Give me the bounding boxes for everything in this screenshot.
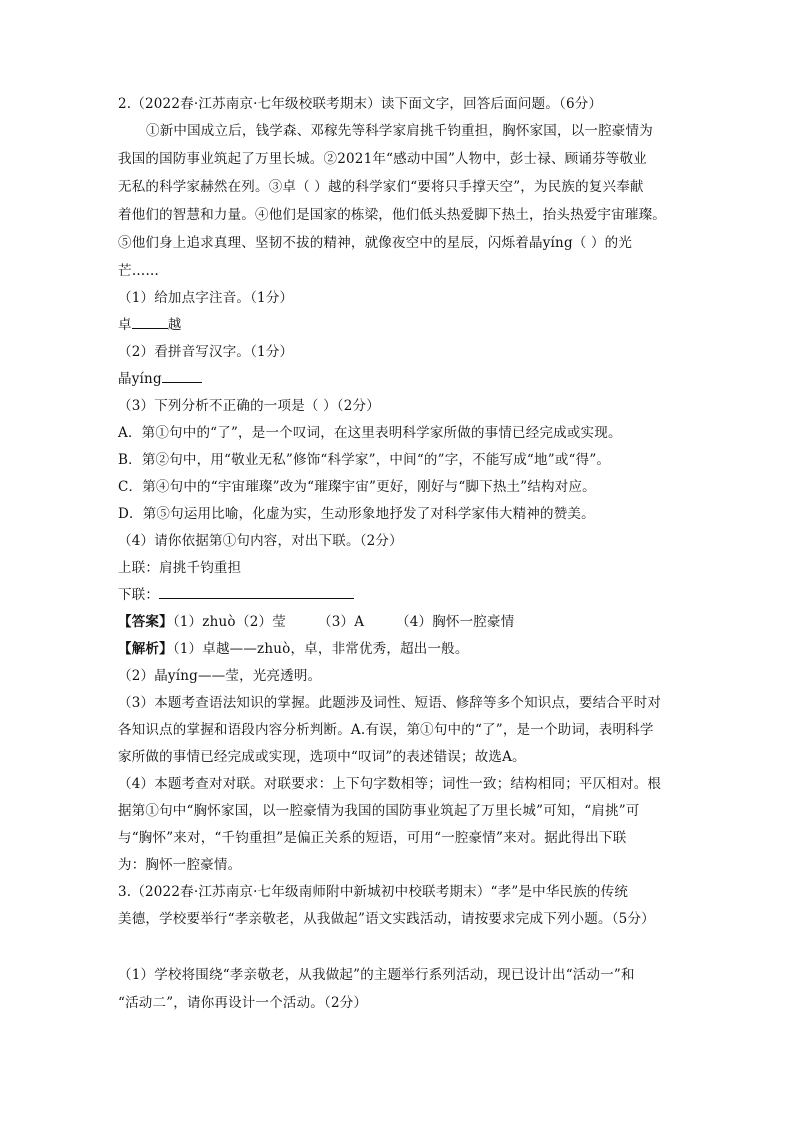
fill-blank[interactable] <box>132 316 168 329</box>
passage-line: ⑤他们身上追求真理、坚韧不拔的精神，就像夜空中的星辰，闪烁着晶yíng（ ）的光 <box>118 235 633 251</box>
sub-question-4-prompt: （4）请你依据第①句内容，对出下联。（2分） <box>118 533 403 549</box>
couplet-lower-line <box>118 586 354 604</box>
question-2-header: 2.（2022春·江苏南京·七年级校联考期末）读下面文字，回答后面问题。（6分） <box>118 96 603 112</box>
analysis-line: （2）晶yíng——莹，光亮透明。 <box>118 668 322 684</box>
sub-question-2-prompt: （2）看拼音写汉字。（1分） <box>118 344 294 360</box>
option-a: A．第①句中的“了”，是一个叹词，在这里表明科学家所做的事情已经完成或实现。 <box>118 425 622 441</box>
analysis-line: 与“胸怀”来对，“千钧重担”是偏正关系的短语，可用“一腔豪情”来对。据此得出下联 <box>118 830 627 846</box>
answer-4: （4）胸怀一腔豪情 <box>396 614 515 630</box>
passage-line: 无私的科学家赫然在列。③卓（ ）越的科学家们“要将只手撑天空”，为民族的复兴奉献 <box>118 179 644 195</box>
passage-line: 我国的国防事业筑起了万里长城。②2021年“感动中国”人物中，彭士禄、顾诵芬等敬业 <box>118 151 647 167</box>
analysis-line: 据第①句中“胸怀家国，以一腔豪情为我国的国防事业筑起了万里长城”可知，“肩挑”可 <box>118 803 640 819</box>
passage-line: 着他们的智慧和力量。④他们是国家的栋梁，他们低头热爱脚下热土，抬头热爱宇宙璀璨。 <box>118 207 666 223</box>
couplet-upper: 上联：肩挑千钧重担 <box>118 560 242 576</box>
analysis-line: 家所做的事情已经完成或实现，选项中“叹词”的表述错误；故选A。 <box>118 749 526 765</box>
answer-3: （3）A <box>318 614 365 630</box>
fill-blank[interactable] <box>162 370 202 383</box>
answer-tag: 【答案】 <box>118 614 173 630</box>
sub-question-1-prompt: （1）给加点字注音。（1分） <box>118 290 294 306</box>
analysis-first-line <box>118 640 469 658</box>
question-3-sub-1: （1）学校将围绕“孝亲敬老，从我做起”的主题举行系列活动，现已设计出“活动一”和 <box>118 967 635 983</box>
answer-1: （1）zhuò <box>172 614 236 630</box>
option-b: B．第②句中，用“敬业无私”修饰“科学家”，中间“的”字，不能写成“地”或“得”。 <box>118 452 611 468</box>
question-3-sub-1: “活动二”，请你再设计一个活动。（2分） <box>118 995 368 1011</box>
couplet-lower-label: 下联： <box>118 587 160 603</box>
analysis-line: （3）本题考查语法知识的掌握。此题涉及词性、短语、修辞等多个知识点，要结合平时对 <box>118 695 662 711</box>
answer-prefix: 晶yíng <box>118 371 162 387</box>
option-c: C．第④句中的“宇宙璀璨”改为“璀璨宇宙”更好，刚好与“脚下热土”结构对应。 <box>118 479 596 495</box>
passage-line: ①新中国成立后，钱学森、邓稼先等科学家肩挑千钧重担，胸怀家国，以一腔豪情为 <box>146 123 653 139</box>
analysis-tag: 【解析】 <box>118 641 173 657</box>
answer-suffix: 越 <box>167 317 182 333</box>
sub-question-2-answer-line <box>118 370 202 388</box>
sub-question-3-prompt: （3）下列分析不正确的一项是（ ）（2分） <box>118 398 380 414</box>
answer-2: （2）莹 <box>236 614 286 630</box>
analysis-line: 各知识点的掌握和语段内容分析判断。A.有误，第①句中的“了”，是一个助词，表明科学 <box>118 722 654 738</box>
analysis-line: 为：胸怀一腔豪情。 <box>118 857 242 873</box>
question-3-header: 3.（2022春·江苏南京·七年级南师附中新城初中校联考期末）“孝”是中华民族的传统 <box>118 884 629 900</box>
answer-prefix: 卓 <box>118 317 132 333</box>
option-d: D．第⑤句运用比喻，化虚为实，生动形象地抒发了对科学家伟大精神的赞美。 <box>118 506 595 522</box>
analysis-line: （4）本题考查对对联。对联要求：上下句字数相等；词性一致；结构相同；平仄相对。根 <box>118 776 662 792</box>
analysis-text: （1）卓越——zhuò，卓，非常优秀，超出一般。 <box>172 641 469 657</box>
answer-line <box>118 613 236 631</box>
fill-blank[interactable] <box>159 586 354 599</box>
sub-question-1-answer-line <box>118 316 181 334</box>
question-3-header: 美德，学校要举行“孝亲敬老，从我做起”语文实践活动，请按要求完成下列小题。（5分） <box>118 911 655 927</box>
passage-line: 芒…… <box>118 263 160 279</box>
